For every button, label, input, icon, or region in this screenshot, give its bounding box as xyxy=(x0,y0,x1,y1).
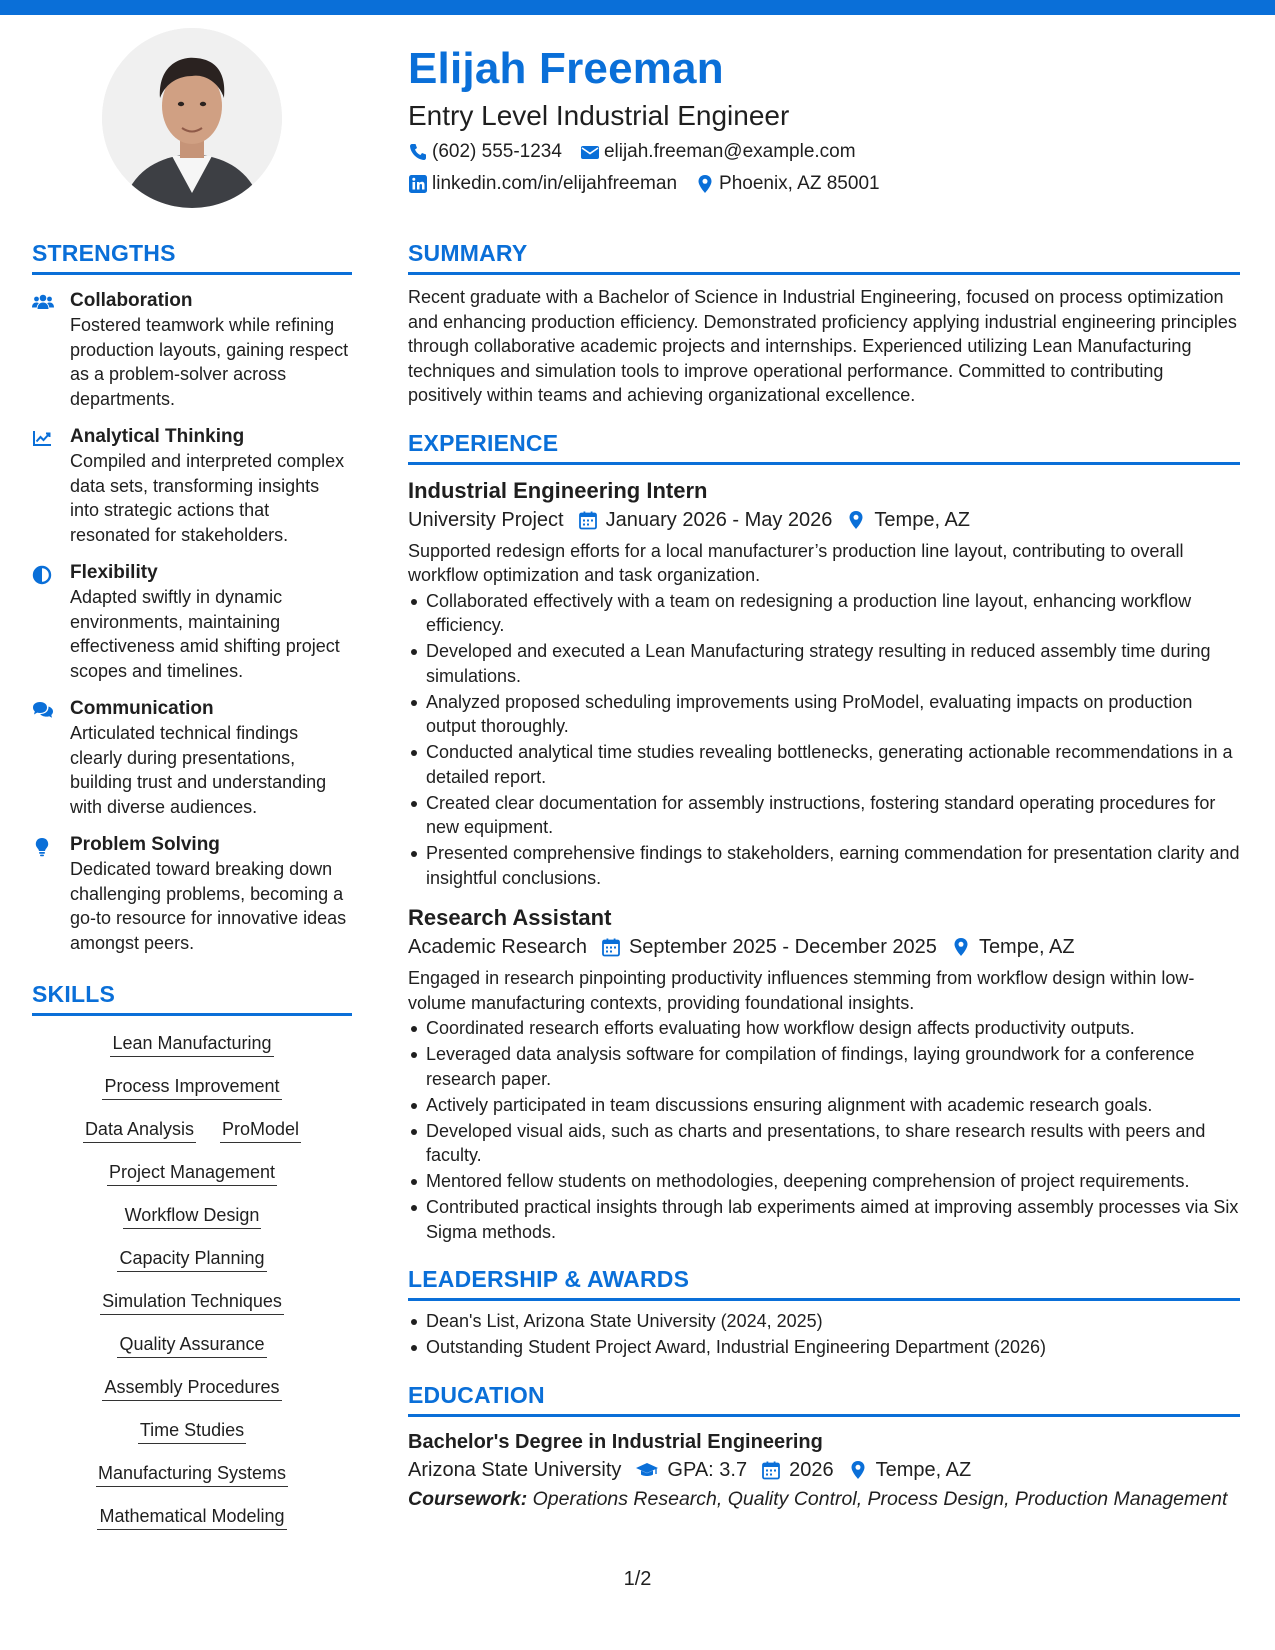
award-item: Outstanding Student Project Award, Industrial Engineering Department (2026) xyxy=(408,1335,1240,1360)
email-contact[interactable] xyxy=(580,138,856,166)
bullet-item: Actively participated in team discussions ensuring alignment with academic research goals. xyxy=(408,1093,1240,1118)
bullet-item: Presented comprehensive findings to stakeholders, earning commendation for presentation clarity and insightful conclusions. xyxy=(408,841,1240,890)
location-contact xyxy=(695,170,880,198)
linkedin-text: linkedin.com/in/elijahfreeman xyxy=(432,173,678,194)
strength-item xyxy=(32,833,352,955)
skill-tag: Assembly Procedures xyxy=(102,1374,281,1401)
skills-heading: SKILLS xyxy=(32,979,352,1016)
contact-row-2 xyxy=(408,170,1238,198)
education-meta xyxy=(408,1455,1240,1485)
skill-tag: Workflow Design xyxy=(123,1202,262,1229)
bullet-item: Developed visual aids, such as charts and presentations, to share research results with peers and faculty. xyxy=(408,1119,1240,1168)
phone-contact[interactable] xyxy=(408,138,562,166)
chart-line-icon xyxy=(32,429,52,447)
job-entry xyxy=(408,904,1240,1244)
skill-tag: Manufacturing Systems xyxy=(96,1460,288,1487)
graduation-cap-icon xyxy=(635,1460,659,1480)
strength-name: Flexibility xyxy=(70,562,158,583)
awards-list xyxy=(408,1309,1240,1360)
strength-description: Compiled and interpreted complex data sets, transforming insights into strategic actions that resonated for stakeholders. xyxy=(70,451,345,545)
strength-name: Problem Solving xyxy=(70,834,220,855)
school-name: Arizona State University xyxy=(408,1458,622,1481)
skill-tag: Quality Assurance xyxy=(117,1331,266,1358)
right-column xyxy=(408,238,1240,1511)
job-dates xyxy=(578,505,833,535)
job-entry xyxy=(408,477,1240,891)
envelope-icon xyxy=(580,142,600,162)
job-meta xyxy=(408,932,1240,962)
skills-list xyxy=(32,1030,352,1546)
strength-name: Collaboration xyxy=(70,290,193,311)
experience-heading: EXPERIENCE xyxy=(408,428,1240,465)
location-text: Phoenix, AZ 85001 xyxy=(719,173,880,194)
year-text: 2026 xyxy=(789,1458,834,1481)
job-title: Research Assistant xyxy=(408,905,612,930)
users-icon xyxy=(32,293,54,311)
location-text: Tempe, AZ xyxy=(874,508,971,531)
skill-tag: ProModel xyxy=(220,1116,301,1143)
gpa-text: GPA: 3.7 xyxy=(667,1458,748,1481)
job-description: Engaged in research pinpointing productivity influences stemming from workflow design within low-volume manufacturing contexts, providing foundational insights. xyxy=(408,968,1195,1013)
strength-name: Analytical Thinking xyxy=(70,426,245,447)
strength-item xyxy=(32,289,352,411)
bullet-item: Mentored fellow students on methodologies, deepening comprehension of project requirements. xyxy=(408,1169,1240,1194)
summary-text: Recent graduate with a Bachelor of Science in Industrial Engineering, focused on process optimization and enhancing production efficiency. Demonstrated proficiency applying industrial engineering principles through collaborative academic projects and internships. Experienced utilizing Lean Manufacturing techniques and simulation tools to improve operational performance. Committed to contributing positively within teams and achieving organizational excellence. xyxy=(408,287,1237,405)
job-bullets xyxy=(408,589,1240,891)
leadership-heading: LEADERSHIP & AWARDS xyxy=(408,1264,1240,1301)
job-org: Academic Research xyxy=(408,936,587,958)
graduation-year xyxy=(761,1455,834,1485)
bullet-item: Conducted analytical time studies revealing bottlenecks, generating actionable recommendations in a detailed report. xyxy=(408,740,1240,789)
coursework xyxy=(408,1487,1240,1512)
education-location xyxy=(848,1455,972,1485)
bullet-item: Leveraged data analysis software for compilation of findings, laying groundwork for a conference research paper. xyxy=(408,1042,1240,1091)
job-meta xyxy=(408,505,1240,535)
skill-tag: Data Analysis xyxy=(83,1116,196,1143)
degree-title: Bachelor's Degree in Industrial Engineering xyxy=(408,1430,823,1453)
calendar-icon xyxy=(578,510,598,530)
skill-tag: Simulation Techniques xyxy=(100,1288,284,1315)
skill-tag: Process Improvement xyxy=(102,1073,281,1100)
strength-description: Dedicated toward breaking down challenging problems, becoming a go-to resource for innovative ideas amongst peers. xyxy=(70,859,347,953)
phone-text: (602) 555-1234 xyxy=(432,141,562,162)
location-text: Tempe, AZ xyxy=(875,1458,972,1481)
linkedin-icon xyxy=(408,174,428,194)
bullet-item: Coordinated research efforts evaluating how workflow design affects productivity outputs. xyxy=(408,1016,1240,1041)
strength-item xyxy=(32,561,352,683)
skill-tag: Time Studies xyxy=(138,1417,246,1444)
job-title: Industrial Engineering Intern xyxy=(408,477,708,503)
email-text: elijah.freeman@example.com xyxy=(603,141,856,162)
lightbulb-icon xyxy=(32,837,52,857)
resume-header xyxy=(408,42,1238,198)
contact-row-1 xyxy=(408,138,1238,166)
strength-item xyxy=(32,425,352,547)
bullet-item: Collaborated effectively with a team on redesigning a production line layout, enhancing workflow efficiency. xyxy=(408,589,1240,638)
top-accent-bar xyxy=(0,0,1275,15)
coursework-text: Operations Research, Quality Control, Process Design, Production Management xyxy=(532,1487,1228,1510)
strengths-heading: STRENGTHS xyxy=(32,238,352,275)
location-text: Tempe, AZ xyxy=(978,936,1075,958)
map-pin-icon xyxy=(951,937,971,957)
bullet-item: Developed and executed a Lean Manufacturing strategy resulting in reduced assembly time during simulations. xyxy=(408,639,1240,688)
phone-icon xyxy=(408,142,428,162)
bullet-item: Analyzed proposed scheduling improvements using ProModel, evaluating impacts on production output thoroughly. xyxy=(408,690,1240,739)
job-location xyxy=(951,932,1075,962)
calendar-icon xyxy=(601,937,621,957)
dates-text: September 2025 - December 2025 xyxy=(628,936,937,958)
job-org: University Project xyxy=(408,508,564,531)
map-pin-icon xyxy=(695,174,715,194)
candidate-name: Elijah Freeman xyxy=(408,44,724,93)
job-dates xyxy=(601,932,937,962)
left-column xyxy=(32,238,352,1546)
strength-description: Adapted swiftly in dynamic environments, maintaining effectiveness amid shifting project scopes and timelines. xyxy=(70,587,340,681)
map-pin-icon xyxy=(846,510,866,530)
summary-heading: SUMMARY xyxy=(408,238,1240,275)
map-pin-icon xyxy=(848,1460,868,1480)
education-heading: EDUCATION xyxy=(408,1380,1240,1417)
coursework-label: Coursework: xyxy=(408,1487,528,1510)
gpa xyxy=(635,1455,747,1485)
bullet-item: Contributed practical insights through lab experiments aimed at improving assembly processes via Six Sigma methods. xyxy=(408,1195,1240,1244)
candidate-title: Entry Level Industrial Engineer xyxy=(408,100,790,131)
job-description: Supported redesign efforts for a local manufacturer’s production line layout, contributing to overall workflow optimization and task organization. xyxy=(408,540,1184,585)
bullet-item: Created clear documentation for assembly instructions, fostering standard operating procedures for new equipment. xyxy=(408,791,1240,840)
page-number: 1/2 xyxy=(623,1568,652,1590)
comments-icon xyxy=(32,701,54,719)
strength-description: Articulated technical findings clearly during presentations, building trust and understanding with diverse audiences. xyxy=(70,723,327,817)
linkedin-contact[interactable] xyxy=(408,170,677,198)
award-item: Dean's List, Arizona State University (2024, 2025) xyxy=(408,1309,1240,1334)
circle-half-icon xyxy=(32,565,52,585)
skill-tag: Mathematical Modeling xyxy=(97,1503,286,1530)
strength-item xyxy=(32,697,352,819)
skill-tag: Lean Manufacturing xyxy=(110,1030,273,1057)
profile-photo xyxy=(102,28,282,208)
job-bullets xyxy=(408,1016,1240,1244)
skill-tag: Project Management xyxy=(107,1159,277,1186)
calendar-icon xyxy=(761,1460,781,1480)
skill-tag: Capacity Planning xyxy=(117,1245,266,1272)
strength-name: Communication xyxy=(70,698,214,719)
dates-text: January 2026 - May 2026 xyxy=(605,508,833,531)
strength-description: Fostered teamwork while refining production layouts, gaining respect as a problem-solver across departments. xyxy=(70,315,349,409)
job-location xyxy=(846,505,970,535)
